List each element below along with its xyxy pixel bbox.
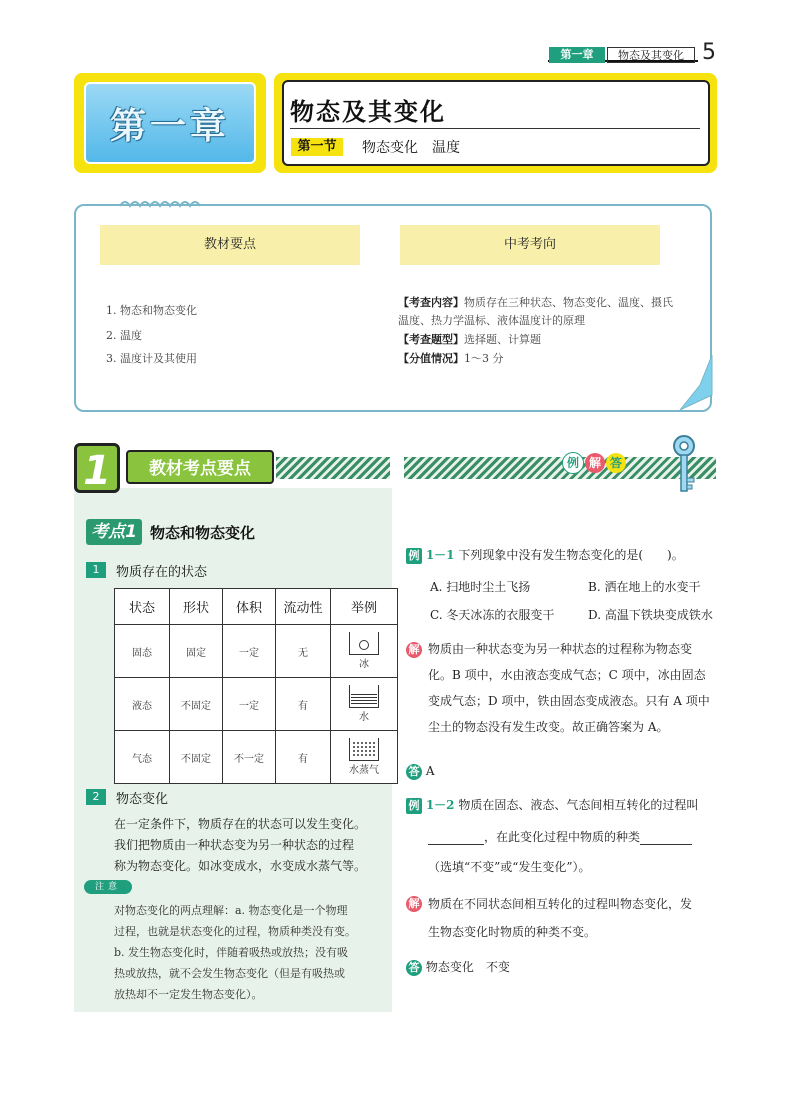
exam-line: 温度、热力学温标、液体温度计的原理 (398, 314, 585, 327)
answer-text: 物态变化 不变 (425, 960, 510, 974)
solution-line: 尘土的物态没有发生改变。故正确答案为 A。 (428, 720, 669, 734)
answer-text: A (425, 764, 435, 778)
beaker-water-icon (349, 685, 379, 708)
table-header: 体积 (223, 589, 276, 625)
table-row (115, 731, 398, 784)
paragraph (114, 814, 386, 877)
question-text: 下列现象中没有发生物态变化的是( )。 (458, 548, 684, 562)
answer-blank[interactable] (428, 830, 484, 845)
answer-badge: 答 (406, 960, 422, 976)
cell-example (331, 731, 398, 784)
answer (406, 958, 510, 976)
option: C. 冬天冰冻的衣服变干 (430, 608, 555, 622)
note-badge: 注意 (84, 880, 132, 894)
banner-stripes (276, 457, 390, 479)
page-fold-decoration (670, 355, 720, 410)
cell-state: 气态 (115, 731, 170, 784)
cell-state: 固态 (115, 625, 170, 678)
badge-da: 答 (606, 453, 626, 473)
solution (428, 636, 718, 740)
subsection-title: 物质存在的状态 (116, 565, 208, 580)
table-row (115, 625, 398, 678)
key-point-item: 1. 物态和物态变化 (106, 304, 197, 317)
cell-shape: 不固定 (170, 731, 223, 784)
exam-direction-heading: 中考考向 (400, 225, 660, 265)
solution-line: 物质由一种状态变为另一种状态的过程称为物态变 (428, 642, 693, 656)
key-point-item: 2. 温度 (106, 329, 142, 342)
solution-badge: 解 (406, 892, 422, 912)
table-header: 流动性 (276, 589, 331, 625)
solution-line: 化。B 项中，水由液态变成气态；C 项中，冰由固态 (428, 668, 706, 682)
table-header: 形状 (170, 589, 223, 625)
cell-volume: 一定 (223, 678, 276, 731)
table-row (115, 678, 398, 731)
cell-volume: 一定 (223, 625, 276, 678)
paragraph-line: 我们把物质由一种状态变为另一种状态的过程 (114, 838, 355, 852)
states-table (114, 588, 398, 784)
cell-flow: 有 (276, 678, 331, 731)
exam-line: 【考查题型】选择题、计算题 (398, 333, 541, 346)
chapter-label: 第一章 (109, 105, 230, 147)
cell-volume: 不一定 (223, 731, 276, 784)
question-line: （选填“不变”或“发生变化”）。 (428, 860, 591, 874)
answer-blank[interactable] (640, 830, 692, 845)
cell-shape: 不固定 (170, 678, 223, 731)
solution (428, 890, 718, 946)
table-header: 举例 (331, 589, 398, 625)
example-number: 1－1 (425, 548, 455, 562)
example-label: 冰 (359, 659, 369, 670)
question-text: 物质在固态、液态、气态间相互转化的过程叫 (458, 798, 699, 812)
note-line: 放热却不一定发生物态变化）。 (114, 988, 263, 1001)
question-text: ，在此变化过程中物质的种类 (484, 830, 641, 844)
paragraph-line: 在一定条件下，物质存在的状态可以发生变化。 (114, 817, 367, 831)
beaker-steam-icon (349, 738, 379, 761)
section-title: 物态变化 温度 (362, 140, 460, 156)
example-answer-badges (562, 452, 627, 474)
table-header: 状态 (115, 589, 170, 625)
cell-state: 液态 (115, 678, 170, 731)
option: D. 高温下铁块变成铁水 (588, 608, 713, 622)
note-line: b. 发生物态变化时，伴随着吸热或放热；没有吸 (114, 946, 349, 959)
example-label: 例 (406, 548, 422, 564)
cell-flow: 有 (276, 731, 331, 784)
example-number: 1－2 (425, 798, 455, 812)
cell-example (331, 678, 398, 731)
option: B. 洒在地上的水变干 (588, 580, 701, 594)
question-line (428, 828, 692, 845)
header-chapter: 第一章 (549, 47, 605, 63)
key-point-item: 3. 温度计及其使用 (106, 352, 197, 365)
section-number: 1 (74, 443, 120, 493)
table-header-row (115, 589, 398, 625)
answer (406, 764, 435, 780)
section-banner-title: 教材考点要点 (126, 450, 274, 484)
exam-line: 【分值情况】1～3 分 (398, 352, 504, 365)
badge-li: 例 (562, 452, 584, 474)
exam-line: 【考查内容】物质存在三种状态、物态变化、温度、摄氏 (398, 296, 673, 309)
cell-flow: 无 (276, 625, 331, 678)
solution-line: 变成气态；D 项中，铁由固态变成液态。只有 A 项中 (428, 694, 710, 708)
solution-badge: 解 (406, 638, 422, 658)
kaodian-title: 物态和物态变化 (150, 524, 256, 542)
paragraph-line: 称为物态变化。如冰变成水，水变成水蒸气等。 (114, 859, 367, 873)
badge-jie: 解 (585, 453, 605, 473)
solution-line: 生物态变化时物质的种类不变。 (428, 925, 597, 939)
section-badge: 第一节 (291, 138, 343, 156)
chapter-title: 物态及其变化 (290, 98, 446, 126)
header-topic: 物态及其变化 (607, 47, 695, 63)
solution-line: 物质在不同状态间相互转化的过程叫物态变化，发 (428, 897, 693, 911)
cell-shape: 固定 (170, 625, 223, 678)
kaodian-badge: 考点1 (86, 519, 142, 545)
note-line: 对物态变化的两点理解：a. 物态变化是一个物理 (114, 904, 348, 917)
note-line: 过程，也就是状态变化的过程，物质种类没有变。 (114, 925, 356, 938)
card-wave-decoration (120, 198, 200, 208)
subsection-number: 1 (86, 562, 106, 578)
subsection-title: 物态变化 (116, 792, 169, 807)
key-points-heading: 教材要点 (100, 225, 360, 265)
example-label: 水 (359, 712, 369, 723)
example-1-1-question (406, 546, 684, 564)
answer-badge: 答 (406, 764, 422, 780)
page-number: 5 (702, 40, 716, 65)
option: A. 扫地时尘土飞扬 (430, 580, 531, 594)
subsection-number: 2 (86, 789, 106, 805)
note-line: 热或放热，就不会发生物态变化（但是有吸热或 (114, 967, 345, 980)
beaker-ice-icon (349, 632, 379, 655)
example-label: 例 (406, 798, 422, 814)
key-icon (666, 434, 702, 496)
example-1-2-question (406, 796, 698, 814)
cell-example (331, 625, 398, 678)
note (114, 900, 386, 1005)
title-rule (290, 128, 700, 129)
example-label: 水蒸气 (349, 765, 379, 776)
